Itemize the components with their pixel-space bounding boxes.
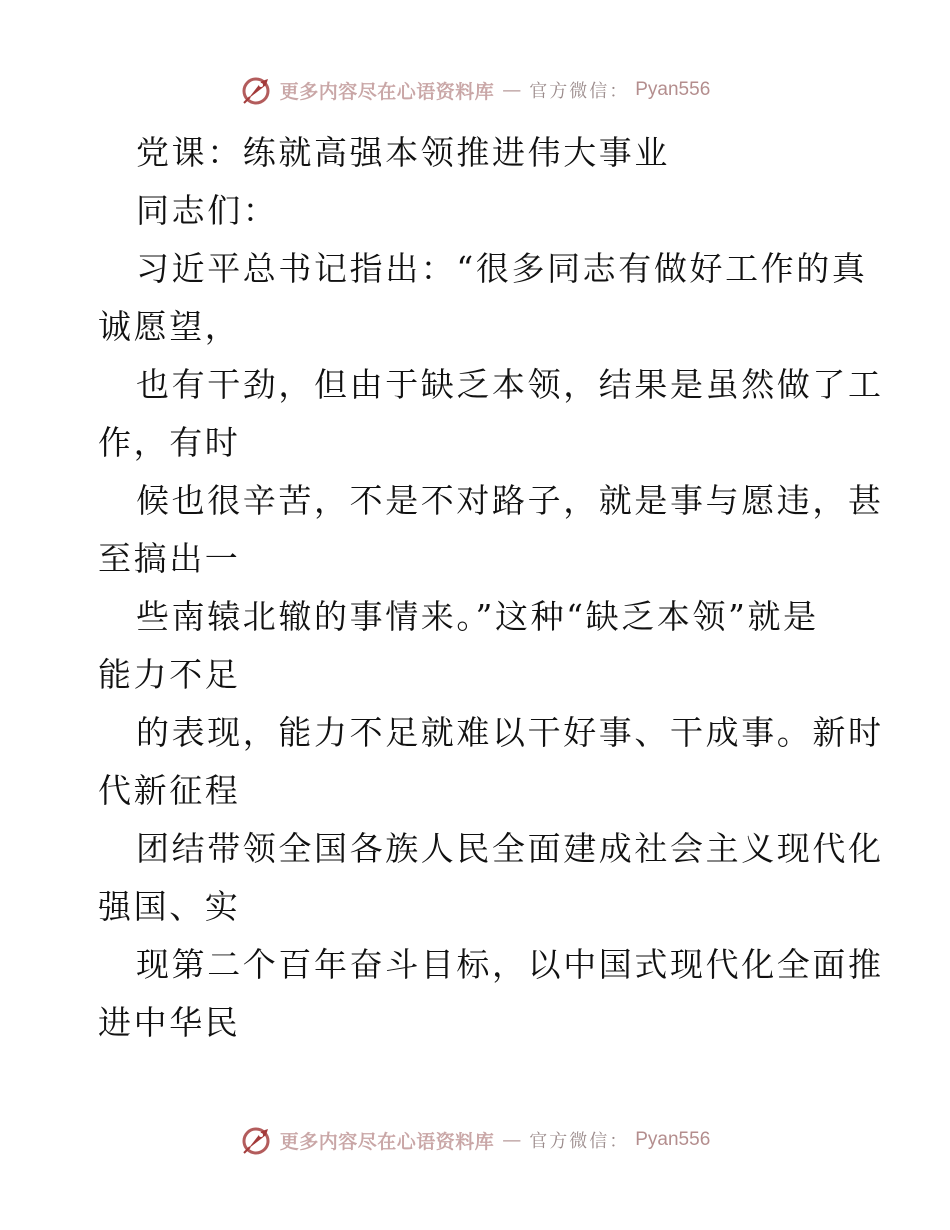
watermark-group xyxy=(240,73,711,107)
watermark-site-text: 更多内容尽在心语资料库 xyxy=(279,1130,495,1153)
watermark-wechat-id: Pyan556 xyxy=(635,79,711,100)
watermark-group xyxy=(240,1123,711,1157)
paragraph-line: 现第二个百年奋斗目标，以中国式现代化全面推 xyxy=(136,945,884,984)
watermark-site-text: 更多内容尽在心语资料库 xyxy=(279,80,495,103)
paragraph-line: 至搞出一 xyxy=(98,539,241,578)
pen-nib-logo-icon xyxy=(240,73,274,107)
paragraph-line: 代新征程 xyxy=(98,771,241,810)
paragraph-line: 强国、实 xyxy=(98,887,241,926)
paragraph-line: 进中华民 xyxy=(98,1003,241,1042)
header-watermark xyxy=(0,70,950,110)
paragraph-line: 团结带领全国各族人民全面建成社会主义现代化 xyxy=(136,829,884,868)
watermark-official-label: 官方微信： xyxy=(529,81,630,102)
paragraph-line: 能力不足 xyxy=(98,655,241,694)
footer-watermark xyxy=(0,1120,950,1160)
watermark-wechat-id: Pyan556 xyxy=(635,1129,711,1150)
document-body xyxy=(98,124,884,1052)
paragraph-line: 的表现，能力不足就难以干好事、干成事。新时 xyxy=(136,713,884,752)
document-title: 党课：练就高强本领推进伟大事业 xyxy=(136,133,670,172)
pen-nib-logo-icon xyxy=(240,1123,274,1157)
paragraph-line: 也有干劲，但由于缺乏本领，结果是虽然做了工 xyxy=(136,365,884,404)
paragraph-line: 候也很辛苦，不是不对路子，就是事与愿违，甚 xyxy=(136,481,884,520)
paragraph-line: 些南辕北辙的事情来。”这种“缺乏本领”就是 xyxy=(136,597,819,636)
paragraph-line: 诚愿望， xyxy=(98,307,241,346)
paragraph-line: 作，有时 xyxy=(98,423,241,462)
watermark-separator: — xyxy=(502,79,522,101)
paragraph-line: 习近平总书记指出：“很多同志有做好工作的真 xyxy=(136,249,868,288)
watermark-separator: — xyxy=(502,1129,522,1151)
salutation: 同志们： xyxy=(136,191,279,230)
watermark-official-label: 官方微信： xyxy=(529,1131,630,1152)
